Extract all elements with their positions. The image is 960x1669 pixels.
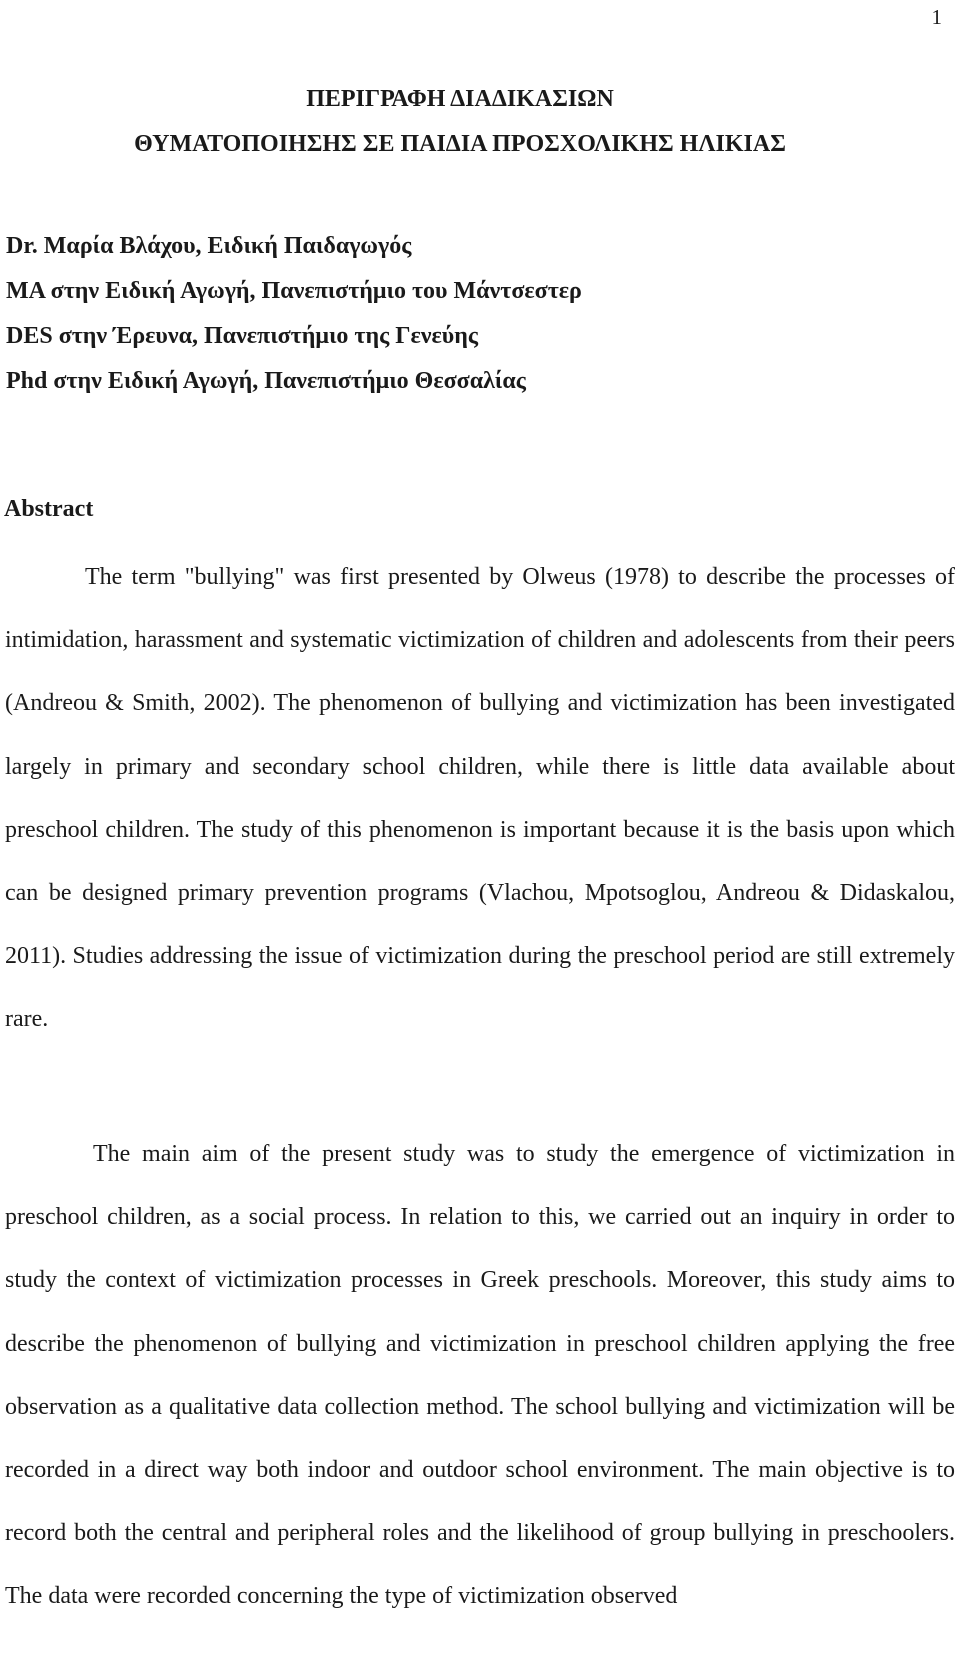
author-credential: MA στην Ειδική Αγωγή, Πανεπιστήμιο του Μάντσεστερ <box>6 278 582 304</box>
abstract-paragraph-1 <box>5 546 955 1052</box>
page-number: 1 <box>931 5 942 29</box>
author-name: Dr. Μαρία Βλάχου, Ειδική Παιδαγωγός <box>6 233 412 259</box>
document-title-line-2: ΘΥΜΑΤΟΠΟΙΗΣΗΣ ΣΕ ΠΑΙΔΙΑ ΠΡΟΣΧΟΛΙΚΗΣ ΗΛΙΚΙΑΣ <box>134 131 786 157</box>
author-credential: DES στην Έρευνα, Πανεπιστήμιο της Γενεύης <box>6 323 478 349</box>
author-block <box>6 224 582 404</box>
paragraph-text: The main aim of the present study was to study the emergence of victimization in preschool children, as a social process. In relation to this, we carried out an inquiry in order to study the context of victimization processes in Greek preschools. Moreover, this study aims to describe the phenomenon of bullying and victimization in preschool children applying the free observation as a qualitative data collection method. The school bullying and victimization will be recorded in a direct way both indoor and outdoor school environment. The main objective is to record both the central and peripheral roles and the likelihood of group bullying in preschoolers. The data were recorded concerning the type of victimization observed <box>5 1141 955 1610</box>
author-credential: Phd στην Ειδική Αγωγή, Πανεπιστήμιο Θεσσαλίας <box>6 368 526 394</box>
document-title-line-1: ΠΕΡΙΓΡΑΦΗ ΔΙΑΔΙΚΑΣΙΩΝ <box>306 86 614 112</box>
abstract-paragraph-2 <box>5 1123 955 1629</box>
abstract-heading: Abstract <box>4 496 94 522</box>
paragraph-text: The term "bullying" was first presented by Olweus (1978) to describe the processes of intimidation, harassment and systematic victimization of children and adolescents from their peers (Andreou & Smith, 2002). The phenomenon of bullying and victimization has been investigated largely in primary and secondary school children, while there is little data available about preschool children. The study of this phenomenon is important because it is the basis upon which can be designed primary prevention programs (Vlachou, Mpotsoglou, Andreou & Didaskalou, 2011). Studies addressing the issue of victimization during the preschool period are still extremely rare. <box>5 564 955 1033</box>
